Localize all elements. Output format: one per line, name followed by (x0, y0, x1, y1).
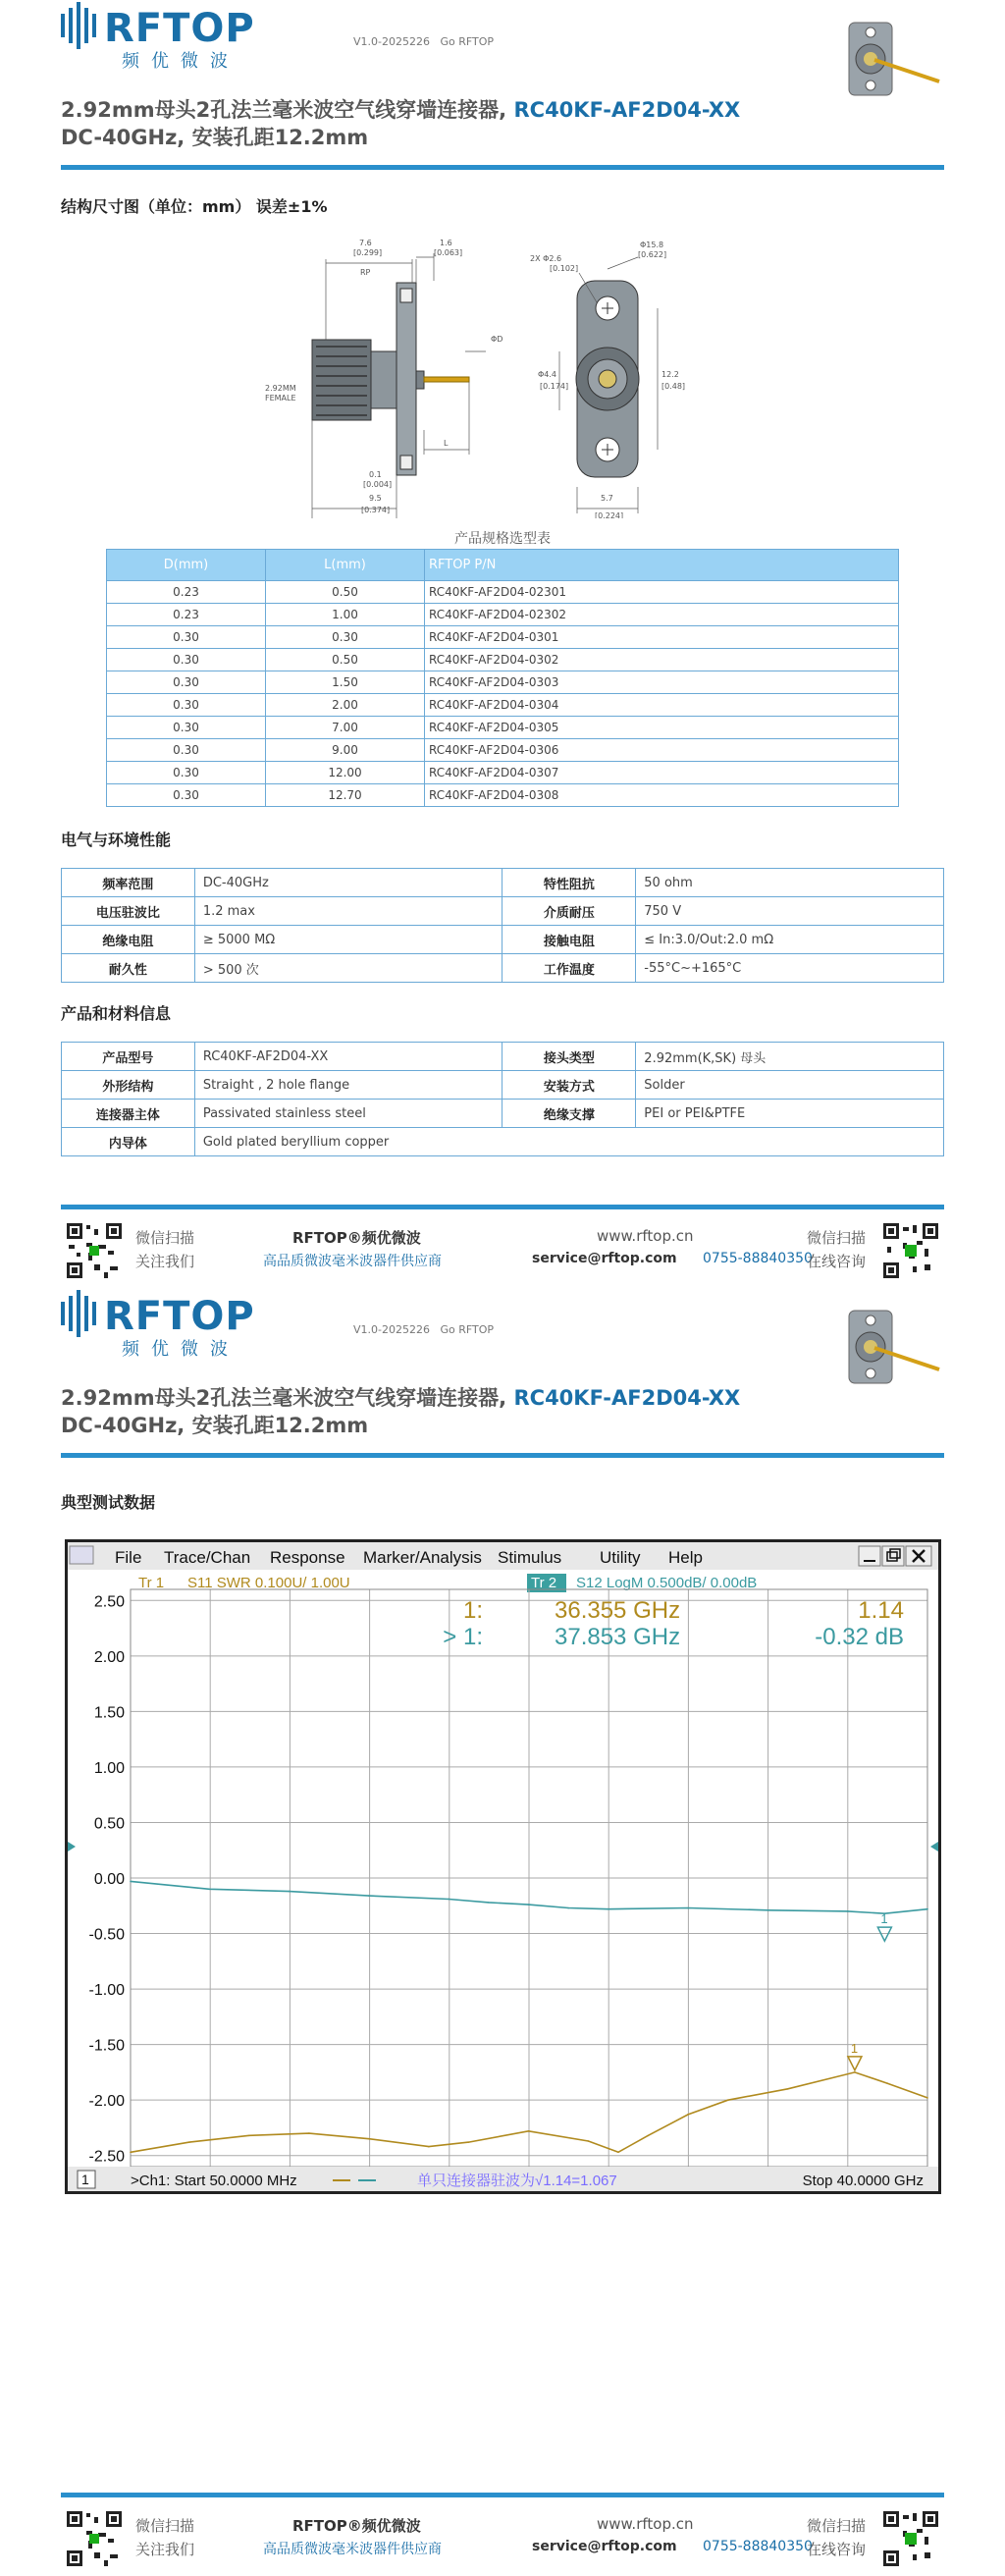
spec-cell-l: 0.30 (266, 626, 425, 649)
dim-5-7: 5.7 (601, 494, 613, 503)
logo-cn: 频优微波 (122, 51, 239, 72)
data-point (787, 2088, 789, 2090)
footer-email[interactable]: service@rftop.com (532, 1251, 677, 1266)
y-tick-label: 2.00 (93, 1648, 125, 1666)
section-electrical: 电气与环境性能 (61, 831, 172, 849)
data-point (528, 1904, 530, 1905)
footer-wx1: 微信扫描 (135, 2517, 195, 2535)
dim-7-6b: [0.299] (353, 248, 383, 257)
menu-item[interactable]: Utility (600, 1548, 641, 1567)
logo-text: RFTOP (104, 1294, 255, 1339)
elec-key: 工作温度 (502, 954, 636, 983)
y-tick-label: 0.00 (93, 1871, 125, 1888)
spec-cell-d: 0.30 (107, 671, 266, 694)
logo-cn: 频优微波 (122, 1339, 239, 1360)
elec-row (62, 954, 944, 983)
spec-cell-l: 9.00 (266, 739, 425, 762)
mat-value: Passivated stainless steel (194, 1100, 502, 1128)
spec-cell-d: 0.30 (107, 762, 266, 784)
spec-table-row (107, 649, 899, 671)
footer-wx2b: 在线咨询 (807, 2541, 867, 2558)
mat-key: 外形结构 (62, 1071, 195, 1100)
mat-value: PEI or PEI&PTFE (636, 1100, 944, 1128)
dimension-drawing (265, 234, 736, 518)
data-point (608, 1908, 609, 1910)
dim-5-7b: [0.224] (595, 511, 624, 518)
marker-s12-icon[interactable] (877, 1927, 891, 1941)
dim-1-6: 1.6 (440, 239, 452, 247)
spec-table-row (107, 739, 899, 762)
elec-key: 特性阻抗 (502, 869, 636, 897)
data-point (648, 2135, 650, 2137)
ref-marker-left-icon (68, 1842, 76, 1852)
qr-code-icon[interactable] (881, 2509, 940, 2568)
footer-slogan: 高品质微波毫米波器件供应商 (263, 1254, 442, 1269)
trace1-label: Tr 1 (138, 1575, 165, 1591)
data-point (368, 2138, 370, 2140)
mat-key: 内导体 (62, 1128, 195, 1156)
spec-cell-pn: RC40KF-AF2D04-0301 (425, 626, 899, 649)
dim-fem: 2.92MM (265, 384, 296, 393)
data-point (767, 1909, 769, 1911)
data-point (130, 1881, 132, 1883)
footer-email[interactable]: service@rftop.com (532, 2539, 677, 2554)
dim-15-8: Φ15.8 (640, 241, 664, 249)
footer-phone: 0755-88840350 (703, 2539, 813, 2554)
data-point (687, 1907, 689, 1909)
mat-key: 连接器主体 (62, 1100, 195, 1128)
trace2-desc: S12 LogM 0.500dB/ 0.00dB (576, 1575, 758, 1591)
electrical-table (61, 868, 944, 983)
spec-table-row (107, 604, 899, 626)
spec-cell-l: 1.50 (266, 671, 425, 694)
marker1-value: 1.14 (858, 1597, 904, 1624)
header-divider (61, 1453, 944, 1458)
page-subtitle: DC-40GHz, 安装孔距12.2mm (61, 1414, 369, 1437)
dim-9-5: 9.5 (369, 494, 382, 503)
mat-row (62, 1071, 944, 1100)
elec-row (62, 897, 944, 926)
swr-note: 单只连接器驻波为√1.14=1.067 (417, 2173, 617, 2189)
footer (61, 2509, 944, 2568)
spec-cell-d: 0.23 (107, 581, 266, 604)
rftop-logo (61, 0, 267, 71)
mat-row (62, 1043, 944, 1071)
marker2-value: -0.32 dB (815, 1624, 904, 1650)
marker-s12-num: 1 (880, 1911, 888, 1927)
spec-cell-pn: RC40KF-AF2D04-0308 (425, 784, 899, 807)
spec-header-pn: RFTOP P/N (425, 550, 899, 581)
elec-value: 50 ohm (636, 869, 944, 897)
dim-7-6: 7.6 (359, 239, 372, 247)
vna-display (68, 1542, 938, 2191)
marker-s11-icon[interactable] (848, 2057, 862, 2070)
footer-wx1b: 关注我们 (135, 2541, 195, 2558)
dim-4-4: Φ4.4 (538, 370, 557, 379)
data-point (528, 2130, 530, 2132)
data-point (926, 2097, 928, 2099)
data-point (468, 2141, 470, 2143)
elec-value: 1.2 max (194, 897, 502, 926)
spec-cell-pn: RC40KF-AF2D04-02301 (425, 581, 899, 604)
data-point (926, 1908, 928, 1910)
mat-key: 绝缘支撑 (502, 1100, 636, 1128)
elec-row (62, 869, 944, 897)
data-point (567, 1907, 569, 1909)
data-point (887, 2082, 889, 2084)
spec-cell-d: 0.30 (107, 739, 266, 762)
data-point (248, 2135, 250, 2137)
data-point (687, 2114, 689, 2116)
spec-cell-l: 7.00 (266, 717, 425, 739)
footer (61, 1221, 944, 1280)
y-tick-label: 0.50 (93, 1815, 125, 1833)
mat-value: 2.92mm(K,SK) 母头 (636, 1043, 944, 1071)
section-test-data: 典型测试数据 (61, 1493, 156, 1512)
data-point (428, 2146, 430, 2148)
dim-2-6b: [0.102] (550, 264, 579, 273)
channel-number: 1 (81, 2172, 89, 2187)
elec-key: 介质耐压 (502, 897, 636, 926)
spec-cell-pn: RC40KF-AF2D04-0306 (425, 739, 899, 762)
connector-image-icon (829, 15, 947, 103)
spec-cell-l: 0.50 (266, 649, 425, 671)
footer-web[interactable]: www.rftop.cn (597, 1227, 694, 1245)
y-tick-label: -2.50 (88, 2148, 125, 2166)
elec-row (62, 926, 944, 954)
dim-0-1: 0.1 (369, 470, 382, 479)
version-text: V1.0-2025226 Go RFTOP (353, 1323, 495, 1336)
section-material: 产品和材料信息 (61, 1004, 172, 1023)
mat-key: 安装方式 (502, 1071, 636, 1100)
y-tick-label: -1.50 (88, 2037, 125, 2055)
spec-cell-pn: RC40KF-AF2D04-0305 (425, 717, 899, 739)
spec-cell-pn: RC40KF-AF2D04-0304 (425, 694, 899, 717)
elec-key: 接触电阻 (502, 926, 636, 954)
spec-table-caption: 产品规格选型表 (454, 531, 551, 547)
spec-cell-l: 12.00 (266, 762, 425, 784)
version-text: V1.0-2025226 Go RFTOP (353, 35, 495, 48)
data-point (588, 2140, 590, 2142)
footer-wx2b: 在线咨询 (807, 1253, 867, 1270)
dim-0-1b: [0.004] (363, 480, 393, 489)
spec-table-row (107, 626, 899, 649)
dim-9-5b: [0.374] (361, 506, 391, 514)
page-subtitle: DC-40GHz, 安装孔距12.2mm (61, 126, 369, 149)
data-point (368, 1895, 370, 1897)
marker2-freq: 37.853 GHz (555, 1624, 681, 1650)
spec-cell-d: 0.30 (107, 626, 266, 649)
footer-divider (61, 2493, 944, 2497)
spec-cell-d: 0.23 (107, 604, 266, 626)
elec-value: > 500 次 (194, 954, 502, 983)
data-point (130, 2152, 132, 2154)
spec-cell-pn: RC40KF-AF2D04-0307 (425, 762, 899, 784)
dim-l: L (444, 439, 449, 448)
spec-cell-l: 12.70 (266, 784, 425, 807)
elec-value: ≥ 5000 MΩ (194, 926, 502, 954)
spec-table-row (107, 717, 899, 739)
spec-cell-l: 2.00 (266, 694, 425, 717)
page-title: 2.92mm母头2孔法兰毫米波空气线穿墙连接器, RC40KF-AF2D04-XX (61, 98, 741, 122)
mat-value: Gold plated beryllium copper (194, 1128, 943, 1156)
spec-cell-l: 1.00 (266, 604, 425, 626)
data-point (208, 1889, 210, 1891)
rftop-logo (61, 1288, 267, 1359)
spec-cell-d: 0.30 (107, 649, 266, 671)
mat-row (62, 1100, 944, 1128)
footer-brand: RFTOP®频优微波 (292, 1229, 421, 1247)
trace2-label: Tr 2 (531, 1575, 557, 1591)
y-tick-label: 1.00 (93, 1759, 125, 1777)
dim-1-6b: [0.063] (434, 248, 463, 257)
app-icon (70, 1546, 93, 1564)
vna-screenshot (65, 1539, 941, 2194)
marker-s11-num: 1 (850, 2040, 859, 2056)
data-point (289, 1891, 291, 1893)
dim-phid: ΦD (491, 335, 503, 344)
footer-wx2: 微信扫描 (807, 1229, 867, 1247)
elec-key: 耐久性 (62, 954, 195, 983)
qr-code-icon[interactable] (881, 1221, 940, 1280)
ref-marker-right-icon (930, 1842, 938, 1852)
spec-table (106, 549, 899, 807)
spec-table-row (107, 671, 899, 694)
elec-value: 750 V (636, 897, 944, 926)
elec-value: -55°C~+165°C (636, 954, 944, 983)
mat-row (62, 1128, 944, 1156)
marker1-label: 1: (462, 1597, 483, 1624)
menu-item[interactable]: Trace/Chan (164, 1548, 251, 1567)
spec-header-l: L(mm) (266, 550, 425, 581)
dim-4-4b: [0.174] (540, 382, 569, 391)
material-table (61, 1042, 944, 1156)
y-tick-label: -2.00 (88, 2093, 125, 2111)
spec-cell-pn: RC40KF-AF2D04-0302 (425, 649, 899, 671)
footer-brand: RFTOP®频优微波 (292, 2517, 421, 2535)
elec-key: 电压驻波比 (62, 897, 195, 926)
mat-value: RC40KF-AF2D04-XX (194, 1043, 502, 1071)
page-title: 2.92mm母头2孔法兰毫米波空气线穿墙连接器, RC40KF-AF2D04-XX (61, 1386, 741, 1410)
elec-key: 频率范围 (62, 869, 195, 897)
y-tick-label: 2.50 (93, 1593, 125, 1611)
spec-table-row (107, 762, 899, 784)
footer-wx1: 微信扫描 (135, 1229, 195, 1247)
spec-cell-l: 0.50 (266, 581, 425, 604)
marker2-label: > 1: (443, 1624, 483, 1650)
mat-key: 接头类型 (502, 1043, 636, 1071)
spec-table-row (107, 694, 899, 717)
footer-wx1b: 关注我们 (135, 1253, 195, 1270)
trace1-desc: S11 SWR 0.100U/ 1.00U (187, 1575, 350, 1591)
marker1-freq: 36.355 GHz (555, 1597, 681, 1624)
spec-cell-d: 0.30 (107, 784, 266, 807)
spec-cell-pn: RC40KF-AF2D04-0303 (425, 671, 899, 694)
mat-value: Straight , 2 hole flange (194, 1071, 502, 1100)
footer-phone: 0755-88840350 (703, 1251, 813, 1266)
elec-key: 绝缘电阻 (62, 926, 195, 954)
data-point (488, 1902, 490, 1904)
data-point (188, 2141, 190, 2143)
logo-text: RFTOP (104, 6, 255, 51)
mat-value: Solder (636, 1071, 944, 1100)
minimize-icon[interactable] (859, 1546, 880, 1566)
qr-code-icon[interactable] (65, 2509, 124, 2568)
connector-image-icon (829, 1303, 947, 1391)
menu-item[interactable]: Help (668, 1548, 703, 1567)
spec-table-row (107, 581, 899, 604)
menu-item[interactable]: Response (270, 1548, 345, 1567)
spec-cell-d: 0.30 (107, 717, 266, 739)
footer-web[interactable]: www.rftop.cn (597, 2515, 694, 2533)
data-point (727, 2099, 729, 2101)
footer-slogan: 高品质微波毫米波器件供应商 (263, 2542, 442, 2557)
dim-15-8b: [0.622] (638, 250, 667, 259)
mat-key: 产品型号 (62, 1043, 195, 1071)
menu-item[interactable]: File (115, 1548, 142, 1567)
data-point (308, 2132, 310, 2134)
elec-value: DC-40GHz (194, 869, 502, 897)
data-point (617, 2152, 619, 2154)
footer-wx2: 微信扫描 (807, 2517, 867, 2535)
dim-rp: RP (360, 268, 371, 277)
dim-12-2: 12.2 (661, 370, 679, 379)
spec-cell-d: 0.30 (107, 694, 266, 717)
header-divider (61, 165, 944, 170)
spec-cell-pn: RC40KF-AF2D04-02302 (425, 604, 899, 626)
y-tick-label: -0.50 (88, 1926, 125, 1944)
window-controls[interactable] (859, 1546, 931, 1566)
stop-freq: Stop 40.0000 GHz (802, 2173, 924, 2189)
footer-divider (61, 1205, 944, 1209)
menu-item[interactable]: Stimulus (498, 1548, 562, 1567)
y-tick-label: 1.50 (93, 1704, 125, 1722)
elec-value: ≤ In:3.0/Out:2.0 mΩ (636, 926, 944, 954)
dim-12-2b: [0.48] (661, 382, 686, 391)
menu-item[interactable]: Marker/Analysis (363, 1548, 482, 1567)
y-tick-label: -1.00 (88, 1982, 125, 2000)
dim-2-6: 2X Φ2.6 (530, 254, 562, 263)
dim-fem2: FEMALE (265, 394, 296, 402)
data-point (448, 1899, 450, 1901)
data-point (847, 1910, 849, 1912)
spec-table-row (107, 784, 899, 807)
section-dimensions: 结构尺寸图（单位：mm） 误差±1% (61, 197, 328, 216)
spec-header-d: D(mm) (107, 550, 266, 581)
qr-code-icon[interactable] (65, 1221, 124, 1280)
start-freq: >Ch1: Start 50.0000 MHz (131, 2173, 297, 2189)
